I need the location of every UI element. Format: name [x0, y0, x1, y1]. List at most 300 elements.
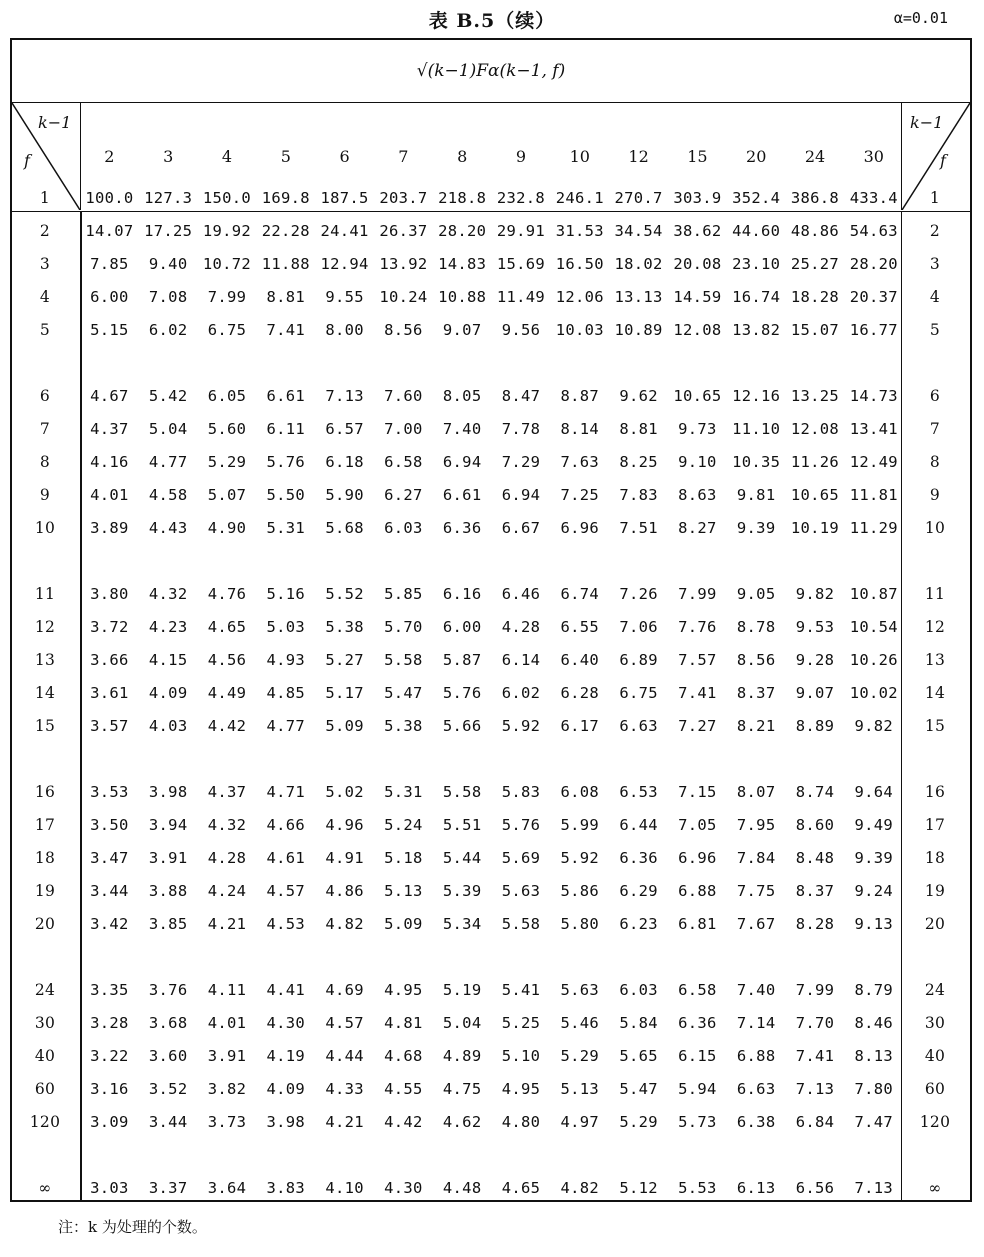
table-cell: 5.42 — [148, 387, 188, 405]
column-header: 24 — [804, 147, 826, 166]
table-cell: 9.64 — [854, 783, 894, 801]
table-cell: 16.74 — [732, 288, 781, 306]
row-label-right: 12 — [924, 618, 946, 636]
table-cell: 6.02 — [148, 321, 188, 339]
table-cell: 3.88 — [148, 882, 188, 900]
table-cell: 5.60 — [207, 420, 247, 438]
table-cell: 6.23 — [619, 915, 658, 933]
table-cell: 6.94 — [442, 453, 482, 471]
table-cell: 8.25 — [619, 453, 658, 471]
table-cell: 23.10 — [732, 255, 781, 273]
table-cell: 5.04 — [148, 420, 188, 438]
table-cell: 4.03 — [148, 717, 188, 735]
table-cell: 12.94 — [320, 255, 369, 273]
table-cell: 4.93 — [266, 651, 306, 669]
table-cell: 4.30 — [384, 1179, 423, 1197]
table-cell: 5.09 — [384, 915, 423, 933]
row-label-right: 11 — [924, 585, 946, 603]
table-cell: 6.63 — [736, 1080, 776, 1098]
table-cell: 4.81 — [384, 1014, 423, 1032]
table-cell: 22.28 — [261, 222, 310, 240]
table-cell: 4.19 — [266, 1047, 306, 1065]
table-cell: 4.49 — [207, 684, 247, 702]
table-cell: 5.47 — [384, 684, 423, 702]
table-cell: 7.08 — [148, 288, 188, 306]
table-cell: 4.57 — [266, 882, 306, 900]
table-cell: 5.84 — [619, 1014, 658, 1032]
table-cell: 203.7 — [379, 189, 428, 207]
table-cell: 15.69 — [496, 255, 546, 273]
table-cell: 7.29 — [501, 453, 541, 471]
table-cell: 8.63 — [678, 486, 717, 504]
table-cell: 6.02 — [501, 684, 541, 702]
table-cell: 5.19 — [442, 981, 482, 999]
table-cell: 4.69 — [325, 981, 364, 999]
table-cell: 7.05 — [678, 816, 717, 834]
table-cell: 6.11 — [266, 420, 306, 438]
table-cell: 4.15 — [148, 651, 188, 669]
table-cell: 5.31 — [384, 783, 423, 801]
table-cell: 38.62 — [673, 222, 722, 240]
table-cell: 6.61 — [442, 486, 482, 504]
table-cell: 4.76 — [207, 585, 247, 603]
table-cell: 7.51 — [619, 519, 658, 537]
table-cell: 3.57 — [90, 717, 129, 735]
table-cell: 8.56 — [384, 321, 423, 339]
table-cell: 127.3 — [144, 189, 193, 207]
table-cell: 14.83 — [438, 255, 487, 273]
table-cell: 3.85 — [148, 915, 188, 933]
table-cell: 8.46 — [854, 1014, 894, 1032]
table-cell: 5.52 — [325, 585, 364, 603]
table-cell: 5.24 — [384, 816, 423, 834]
table-cell: 9.56 — [501, 321, 541, 339]
table-cell: 4.10 — [325, 1179, 364, 1197]
table-cell: 6.55 — [560, 618, 600, 636]
table-cell: 48.86 — [790, 222, 840, 240]
table-cell: 12.08 — [673, 321, 722, 339]
table-cell: 5.73 — [678, 1113, 717, 1131]
table-cell: 9.10 — [678, 453, 717, 471]
table-cell: 9.53 — [795, 618, 835, 636]
table-cell: 5.92 — [501, 717, 541, 735]
table-cell: 5.27 — [325, 651, 364, 669]
row-label-left: 14 — [34, 684, 56, 702]
row-label-left: 40 — [34, 1047, 56, 1065]
table-cell: 7.13 — [795, 1080, 835, 1098]
column-header: 7 — [398, 147, 409, 166]
table-cell: 5.63 — [560, 981, 600, 999]
table-cell: 7.13 — [325, 387, 364, 405]
row-label-right: 2 — [929, 222, 941, 240]
table-cell: 6.03 — [384, 519, 423, 537]
table-cell: 4.43 — [148, 519, 188, 537]
row-label-right: 17 — [924, 816, 946, 834]
table-cell: 3.80 — [90, 585, 129, 603]
row-label-left: 15 — [34, 717, 56, 735]
table-cell: 10.89 — [614, 321, 663, 339]
corner-k-label: k−1 — [38, 113, 72, 132]
table-cell: 3.53 — [90, 783, 129, 801]
table-cell: 4.33 — [325, 1080, 364, 1098]
table-cell: 6.81 — [678, 915, 717, 933]
table-cell: 7.41 — [266, 321, 306, 339]
alpha-level: α=0.01 — [893, 9, 948, 27]
table-cell: 11.26 — [790, 453, 840, 471]
row-label-right: 7 — [929, 420, 941, 438]
table-cell: 4.24 — [207, 882, 247, 900]
table-cell: 4.42 — [384, 1113, 423, 1131]
table-cell: 303.9 — [673, 189, 722, 207]
column-header: 12 — [628, 147, 649, 166]
formula-text: √(k−1)Fα(k−1, f) — [416, 61, 566, 81]
row-label-left: 20 — [34, 915, 56, 933]
table-cell: 9.07 — [795, 684, 835, 702]
row-label-right: 120 — [919, 1113, 951, 1131]
table-cell: 5.51 — [442, 816, 482, 834]
table-cell: 5.80 — [560, 915, 600, 933]
table-cell: 5.99 — [560, 816, 600, 834]
row-label-left: 60 — [34, 1080, 56, 1098]
table-cell: 12.16 — [732, 387, 781, 405]
table-cell: 4.44 — [325, 1047, 364, 1065]
table-cell: 3.89 — [90, 519, 129, 537]
row-label-left: 24 — [34, 981, 56, 999]
table-cell: 28.20 — [438, 222, 487, 240]
table-cell: 24.41 — [320, 222, 369, 240]
table-cell: 18.28 — [790, 288, 840, 306]
table-cell: 8.37 — [736, 684, 776, 702]
table-cell: 3.44 — [148, 1113, 188, 1131]
table-cell: 5.76 — [501, 816, 541, 834]
table-cell: 8.56 — [736, 651, 776, 669]
row-label-right: 30 — [924, 1014, 946, 1032]
row-label-left: 9 — [39, 486, 51, 504]
corner-f-label: f — [24, 151, 30, 170]
table-cell: 4.77 — [148, 453, 188, 471]
table-cell: 6.29 — [619, 882, 658, 900]
table-cell: 6.96 — [678, 849, 717, 867]
table-cell: 4.01 — [207, 1014, 247, 1032]
table-cell: 25.27 — [790, 255, 840, 273]
column-header: 10 — [569, 147, 590, 166]
table-cell: 4.21 — [207, 915, 247, 933]
table-title: 表 B.5（续） — [428, 10, 556, 32]
table-cell: 8.81 — [266, 288, 306, 306]
table-cell: 5.44 — [442, 849, 482, 867]
table-cell: 14.73 — [849, 387, 898, 405]
table-cell: 4.91 — [325, 849, 364, 867]
table-cell: 10.65 — [673, 387, 722, 405]
table-cell: 4.65 — [207, 618, 247, 636]
table-cell: 3.98 — [148, 783, 188, 801]
row-label-right: ∞ — [928, 1179, 942, 1197]
footnote: 注：k 为处理的个数。 — [58, 1218, 207, 1236]
table-cell: 5.94 — [678, 1080, 717, 1098]
table-cell: 5.03 — [266, 618, 306, 636]
table-cell: 4.37 — [207, 783, 247, 801]
column-header: 15 — [687, 147, 708, 166]
table-cell: 6.67 — [501, 519, 541, 537]
table-cell: 6.57 — [325, 420, 364, 438]
table-cell: 9.39 — [736, 519, 776, 537]
table-cell: 5.38 — [384, 717, 423, 735]
table-cell: 7.84 — [736, 849, 776, 867]
table-cell: 4.89 — [442, 1047, 482, 1065]
table-cell: 5.02 — [325, 783, 364, 801]
table-cell: 6.75 — [619, 684, 658, 702]
column-header: 3 — [163, 147, 174, 166]
table-cell: 3.47 — [90, 849, 129, 867]
table-cell: 3.73 — [207, 1113, 247, 1131]
table-cell: 5.66 — [442, 717, 482, 735]
table-cell: 8.79 — [854, 981, 894, 999]
table-cell: 4.30 — [266, 1014, 306, 1032]
table-cell: 7.26 — [619, 585, 658, 603]
table-cell: 5.25 — [501, 1014, 541, 1032]
table-cell: 10.03 — [555, 321, 604, 339]
corner-f-label: f — [940, 151, 946, 170]
table-cell: 3.98 — [266, 1113, 306, 1131]
table-cell: 3.76 — [148, 981, 188, 999]
row-label-right: 6 — [929, 387, 941, 405]
table-cell: 4.21 — [325, 1113, 364, 1131]
table-cell: 100.0 — [85, 189, 134, 207]
table-cell: 3.42 — [90, 915, 129, 933]
table-cell: 5.34 — [442, 915, 482, 933]
row-label-right: 3 — [929, 255, 941, 273]
table-cell: 8.00 — [325, 321, 364, 339]
table-cell: 8.74 — [795, 783, 835, 801]
table-cell: 4.67 — [90, 387, 129, 405]
table-cell: 4.95 — [384, 981, 423, 999]
table-cell: 3.09 — [90, 1113, 129, 1131]
table-cell: 6.14 — [501, 651, 541, 669]
table-cell: 5.13 — [560, 1080, 600, 1098]
table-cell: 5.92 — [560, 849, 600, 867]
table-cell: 4.16 — [90, 453, 129, 471]
row-label-right: 24 — [924, 981, 946, 999]
table-cell: 3.03 — [90, 1179, 129, 1197]
table-cell: 10.24 — [379, 288, 428, 306]
table-cell: 6.40 — [560, 651, 600, 669]
table-frame — [10, 38, 972, 1202]
table-cell: 4.42 — [207, 717, 247, 735]
table-cell: 5.90 — [325, 486, 364, 504]
row-label-left: 4 — [39, 288, 51, 306]
row-label-left: 3 — [39, 255, 51, 273]
table-cell: 44.60 — [732, 222, 781, 240]
table-cell: 4.32 — [148, 585, 188, 603]
table-cell: 6.56 — [795, 1179, 835, 1197]
table-cell: 9.55 — [325, 288, 364, 306]
table-cell: 6.05 — [207, 387, 247, 405]
table-cell: 5.31 — [266, 519, 306, 537]
row-label-right: 10 — [924, 519, 946, 537]
table-cell: 7.40 — [442, 420, 482, 438]
table-cell: 12.08 — [790, 420, 840, 438]
table-cell: 5.38 — [325, 618, 364, 636]
row-label-left: 6 — [39, 387, 51, 405]
table-cell: 7.99 — [207, 288, 247, 306]
table-cell: 6.17 — [560, 717, 600, 735]
row-label-right: 4 — [929, 288, 941, 306]
column-header: 5 — [280, 147, 291, 166]
table-cell: 6.89 — [619, 651, 658, 669]
table-cell: 3.28 — [90, 1014, 129, 1032]
table-cell: 7.13 — [854, 1179, 894, 1197]
column-header: 30 — [863, 147, 884, 166]
column-header: 8 — [457, 147, 468, 166]
table-cell: 187.5 — [320, 189, 369, 207]
table-cell: 11.29 — [849, 519, 898, 537]
table-cell: 5.12 — [619, 1179, 658, 1197]
table-cell: 4.41 — [266, 981, 306, 999]
table-cell: 4.82 — [560, 1179, 600, 1197]
table-cell: 10.65 — [790, 486, 840, 504]
row-label-left: 30 — [34, 1014, 56, 1032]
table-cell: 386.8 — [790, 189, 840, 207]
table-cell: 5.47 — [619, 1080, 658, 1098]
table-cell: 4.23 — [148, 618, 188, 636]
table-cell: 3.72 — [90, 618, 129, 636]
table-cell: 19.92 — [202, 222, 252, 240]
table-cell: 3.83 — [266, 1179, 306, 1197]
table-cell: 11.88 — [261, 255, 310, 273]
table-cell: 10.87 — [849, 585, 898, 603]
table-cell: 10.54 — [849, 618, 898, 636]
table-cell: 13.92 — [379, 255, 428, 273]
table-cell: 14.59 — [673, 288, 722, 306]
table-cell: 9.73 — [678, 420, 717, 438]
table-cell: 6.15 — [678, 1047, 717, 1065]
row-label-left: 18 — [34, 849, 56, 867]
table-cell: 7.57 — [678, 651, 717, 669]
table-cell: 9.39 — [854, 849, 894, 867]
row-label-left: 7 — [39, 420, 51, 438]
row-label-left: 16 — [34, 783, 56, 801]
table-cell: 6.36 — [678, 1014, 717, 1032]
table-cell: 8.78 — [736, 618, 776, 636]
table-cell: 13.41 — [849, 420, 898, 438]
table-cell: 433.4 — [849, 189, 898, 207]
table-cell: 6.44 — [619, 816, 658, 834]
table-cell: 7.27 — [678, 717, 717, 735]
table-cell: 16.77 — [849, 321, 898, 339]
table-cell: 4.80 — [501, 1113, 541, 1131]
table-cell: 3.82 — [207, 1080, 247, 1098]
table-cell: 4.09 — [266, 1080, 306, 1098]
table-cell: 5.58 — [442, 783, 482, 801]
row-label-right: 1 — [929, 189, 941, 207]
table-cell: 4.28 — [501, 618, 541, 636]
table-cell: 4.56 — [207, 651, 247, 669]
table-cell: 5.86 — [560, 882, 600, 900]
table-cell: 7.14 — [736, 1014, 776, 1032]
table-cell: 4.68 — [384, 1047, 423, 1065]
table-cell: 7.85 — [90, 255, 129, 273]
table-cell: 4.65 — [501, 1179, 541, 1197]
column-header: 20 — [746, 147, 767, 166]
table-cell: 26.37 — [379, 222, 428, 240]
table-cell: 6.18 — [325, 453, 364, 471]
table-cell: 10.02 — [849, 684, 898, 702]
table-cell: 10.35 — [732, 453, 781, 471]
table-cell: 5.58 — [501, 915, 541, 933]
table-cell: 10.26 — [849, 651, 898, 669]
row-label-left: ∞ — [38, 1179, 52, 1197]
row-label-left: 10 — [34, 519, 56, 537]
table-cell: 6.88 — [736, 1047, 776, 1065]
table-cell: 5.87 — [442, 651, 482, 669]
table-cell: 7.76 — [678, 618, 717, 636]
row-label-right: 20 — [924, 915, 946, 933]
table-cell: 9.82 — [854, 717, 894, 735]
table-cell: 6.36 — [619, 849, 658, 867]
table-cell: 13.82 — [732, 321, 781, 339]
table-cell: 5.39 — [442, 882, 482, 900]
table-cell: 8.60 — [795, 816, 835, 834]
table-cell: 6.53 — [619, 783, 658, 801]
table-cell: 4.55 — [384, 1080, 423, 1098]
table-cell: 7.95 — [736, 816, 776, 834]
table-cell: 4.53 — [266, 915, 306, 933]
table-cell: 7.41 — [795, 1047, 835, 1065]
column-header: 6 — [339, 147, 350, 166]
row-label-right: 5 — [929, 321, 941, 339]
table-cell: 3.22 — [90, 1047, 129, 1065]
table-cell: 5.83 — [501, 783, 541, 801]
table-cell: 4.37 — [90, 420, 129, 438]
row-label-right: 60 — [924, 1080, 946, 1098]
table-cell: 5.65 — [619, 1047, 658, 1065]
table-cell: 4.71 — [266, 783, 306, 801]
column-header: 4 — [221, 147, 233, 166]
table-cell: 6.38 — [736, 1113, 776, 1131]
table-cell: 8.28 — [795, 915, 835, 933]
table-cell: 3.52 — [148, 1080, 188, 1098]
table-cell: 4.77 — [266, 717, 306, 735]
table-cell: 11.81 — [849, 486, 898, 504]
table-cell: 28.20 — [849, 255, 898, 273]
table-cell: 5.53 — [678, 1179, 717, 1197]
table-cell: 232.8 — [496, 189, 546, 207]
table-cell: 11.49 — [496, 288, 546, 306]
table-cell: 17.25 — [144, 222, 193, 240]
row-label-right: 9 — [929, 486, 941, 504]
table-cell: 11.10 — [732, 420, 781, 438]
row-label-left: 19 — [34, 882, 56, 900]
table-cell: 7.47 — [854, 1113, 894, 1131]
table-cell: 34.54 — [614, 222, 663, 240]
table-cell: 4.90 — [207, 519, 247, 537]
row-label-right: 19 — [924, 882, 946, 900]
table-cell: 6.08 — [560, 783, 600, 801]
table-cell: 3.37 — [148, 1179, 188, 1197]
table-cell: 4.01 — [90, 486, 129, 504]
table-cell: 6.96 — [560, 519, 600, 537]
table-cell: 4.95 — [501, 1080, 541, 1098]
table-cell: 7.63 — [560, 453, 600, 471]
row-label-right: 8 — [929, 453, 941, 471]
table-cell: 3.16 — [90, 1080, 129, 1098]
table-cell: 6.46 — [501, 585, 541, 603]
table-cell: 6.58 — [678, 981, 717, 999]
table-cell: 3.94 — [148, 816, 188, 834]
table-cell: 10.72 — [202, 255, 252, 273]
table-cell: 5.09 — [325, 717, 364, 735]
table-cell: 29.91 — [496, 222, 546, 240]
